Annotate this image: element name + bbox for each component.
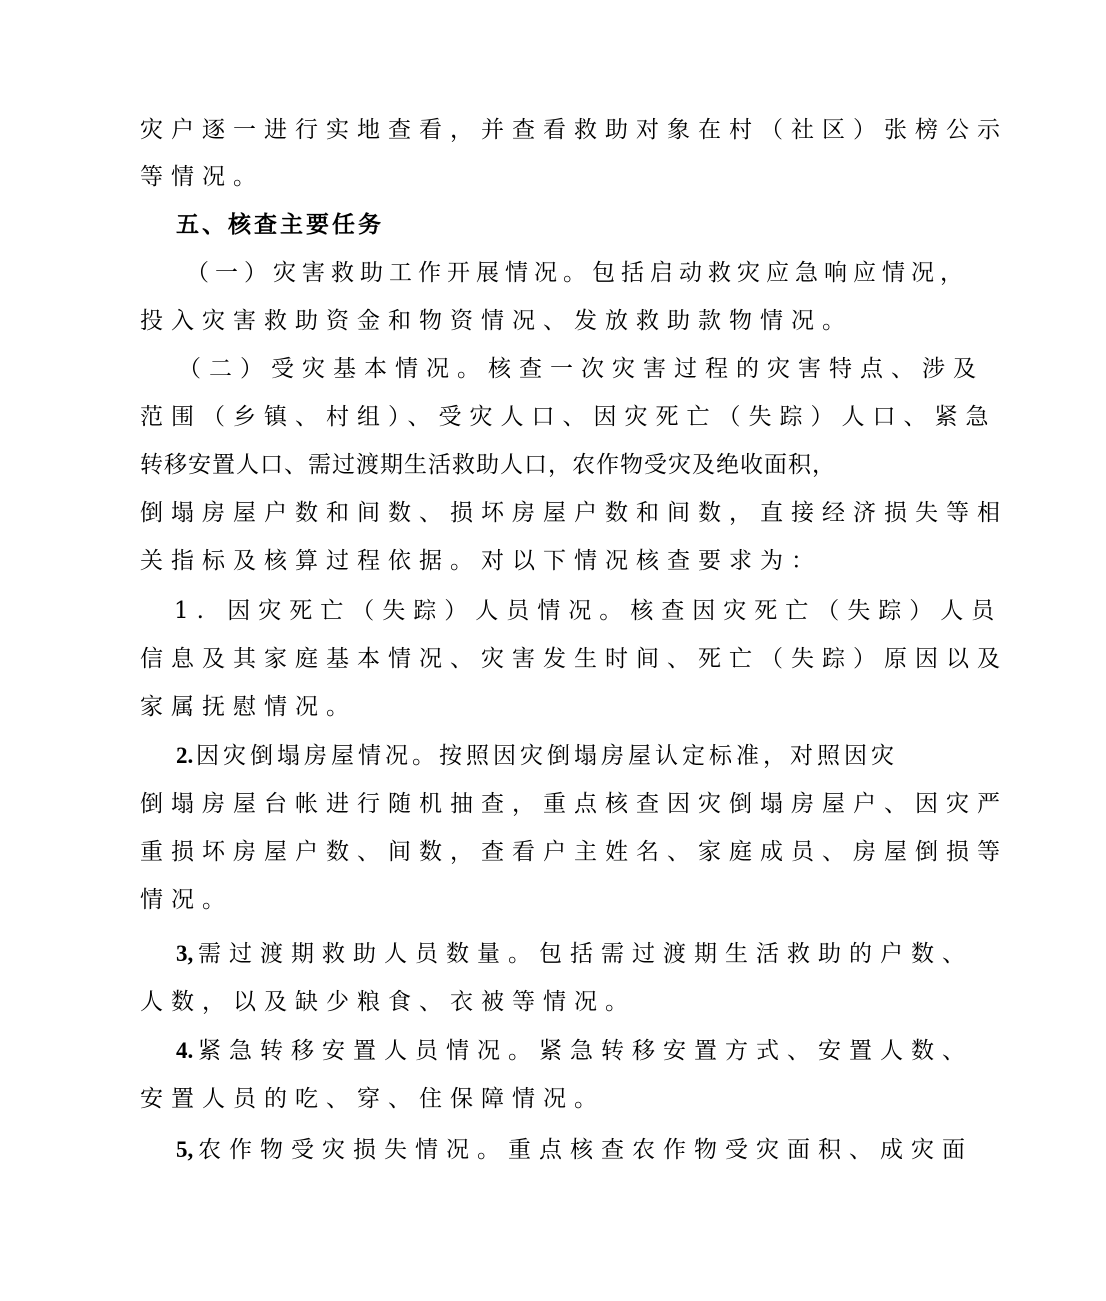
body-line-14: 倒塌房屋台帐进行随机抽查，重点核查因灾倒塌房屋户、因灾严 bbox=[140, 791, 1008, 817]
body-line-17: 需过渡期救助人员数量。包括需过渡期生活救助的户数、 bbox=[198, 941, 973, 967]
body-line-5: （二）受灾基本情况。核查一次灾害过程的灾害特点、涉及 bbox=[178, 356, 984, 382]
body-line-15: 重损坏房屋户数、间数，查看户主姓名、家庭成员、房屋倒损等 bbox=[140, 839, 1008, 865]
body-line-10: 1. 因灾死亡（失踪）人员情况。核查因灾死亡（失踪）人员 bbox=[174, 598, 1003, 624]
body-line-19: 紧急转移安置人员情况。紧急转移安置方式、安置人数、 bbox=[198, 1038, 973, 1064]
body-line-3: （一）灾害救助工作开展情况。包括启动救灾应急响应情况， bbox=[186, 260, 969, 286]
body-line-13: 因灾倒塌房屋情况。按照因灾倒塌房屋认定标准，对照因灾 bbox=[196, 743, 898, 769]
body-line-7: 转移安置人口、需过渡期生活救助人口，农作物受灾及绝收面积， bbox=[140, 452, 836, 478]
body-line-12: 家属抚慰情况。 bbox=[140, 694, 357, 720]
body-line-20: 安置人员的吃、穿、住保障情况。 bbox=[140, 1086, 605, 1112]
body-line-4: 投入灾害救助资金和物资情况、发放救助款物情况。 bbox=[140, 308, 853, 334]
body-line-21: 农作物受灾损失情况。重点核查农作物受灾面积、成灾面 bbox=[198, 1137, 973, 1163]
item-number-5: 5, bbox=[176, 1137, 194, 1162]
item-number-3: 3, bbox=[176, 941, 194, 966]
section-heading: 五、核查主要任务 bbox=[176, 211, 384, 238]
body-line-6: 范围（乡镇、村组）、受灾人口、因灾死亡（失踪）人口、紧急 bbox=[140, 404, 997, 430]
body-line-9: 关指标及核算过程依据。对以下情况核查要求为： bbox=[140, 548, 822, 574]
body-line-8: 倒塌房屋户数和间数、损坏房屋户数和间数，直接经济损失等相 bbox=[140, 500, 1008, 526]
item-number-4: 4. bbox=[176, 1038, 194, 1063]
body-line-16: 情况。 bbox=[140, 887, 233, 913]
body-line-2: 等情况。 bbox=[140, 164, 264, 190]
body-line-18: 人数，以及缺少粮食、衣被等情况。 bbox=[140, 989, 636, 1015]
body-line-1: 灾户逐一进行实地查看，并查看救助对象在村（社区）张榜公示 bbox=[140, 117, 1008, 143]
item-number-2: 2. bbox=[176, 743, 194, 768]
body-line-11: 信息及其家庭基本情况、灾害发生时间、死亡（失踪）原因以及 bbox=[140, 646, 1008, 672]
